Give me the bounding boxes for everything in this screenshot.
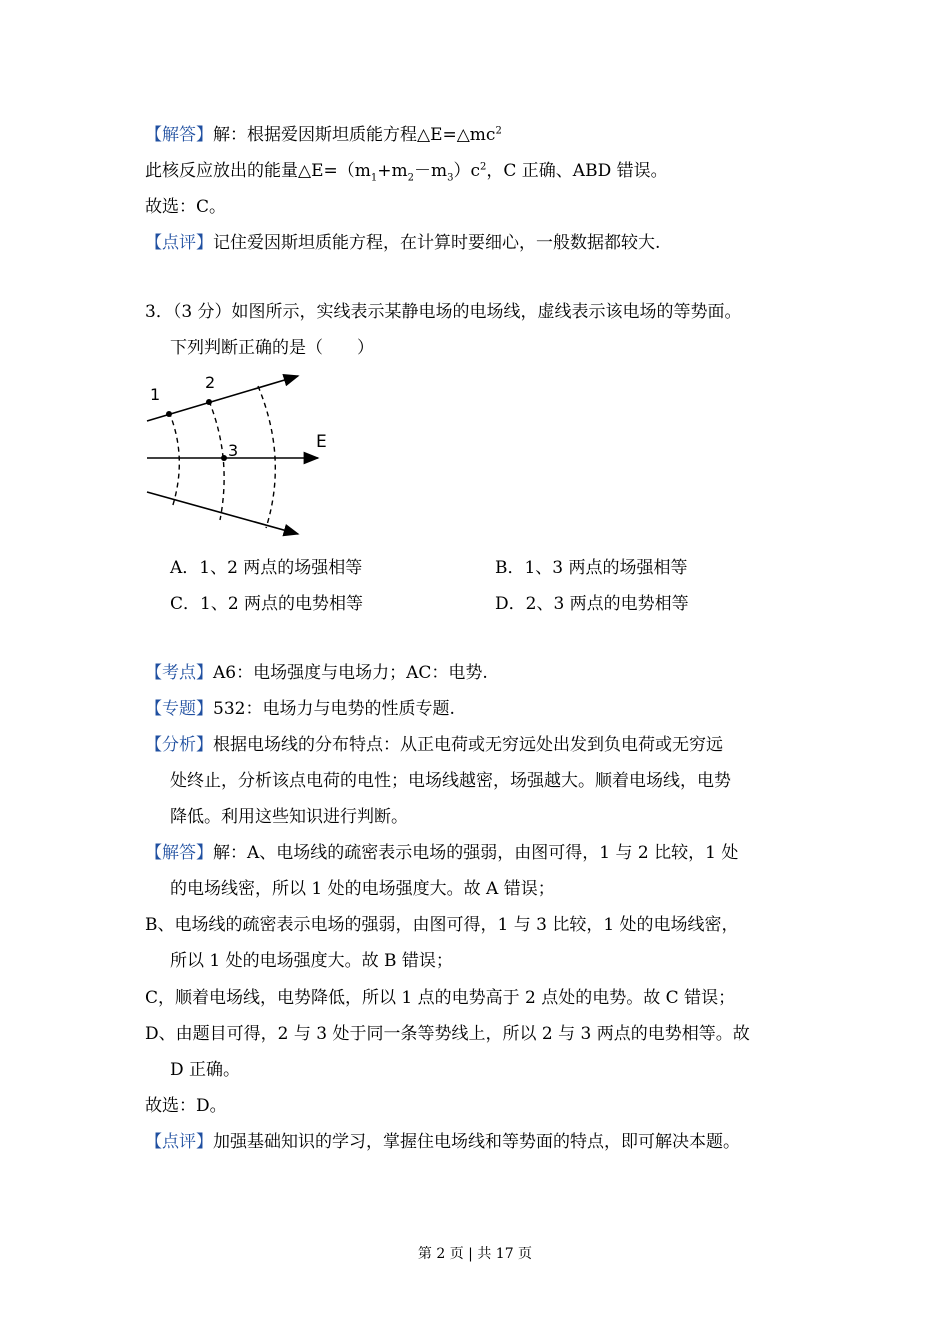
kaodian-line (145, 662, 488, 684)
prev-choose-line: 故选：C。 (145, 197, 227, 217)
option-a: A．1、2 两点的场强相等 (170, 558, 363, 578)
jieda-tag: 【解答】 (145, 843, 213, 863)
label-3: 3 (228, 441, 239, 460)
zhuanti-line (145, 698, 455, 720)
question-line-1: 3．（3 分）如图所示，实线表示某静电场的电场线，虚线表示该电场的等势面。 (145, 302, 742, 322)
energy-text-e: ，C 正确、ABD 错误。 (486, 161, 668, 181)
comment-text: 记住爱因斯坦质能方程，在计算时要细心，一般数据都较大. (213, 233, 661, 253)
kaodian-tag: 【考点】 (145, 663, 213, 683)
energy-sub-3: 3 (447, 172, 454, 184)
answer-sup: 2 (495, 125, 502, 137)
kaodian-text: A6：电场强度与电场力；AC：电势. (213, 663, 488, 683)
electric-field-figure (140, 368, 330, 540)
label-E: E (316, 432, 327, 452)
c-line-1: C，顺着电场线，电势降低，所以 1 点的电势高于 2 点处的电势。故 C 错误； (145, 988, 736, 1008)
fenxi-tag: 【分析】 (145, 735, 213, 755)
option-c: C．1、2 两点的电势相等 (170, 594, 364, 614)
energy-sup: 2 (480, 161, 487, 173)
energy-text-c: －m (413, 161, 448, 181)
comment-tag: 【点评】 (145, 233, 213, 253)
point-1 (166, 411, 172, 417)
energy-text-d: ）c (453, 161, 481, 181)
label-2: 2 (205, 373, 216, 392)
point-3 (221, 455, 227, 461)
comment-tag-2: 【点评】 (145, 1132, 213, 1152)
comment-text-2: 加强基础知识的学习，掌握住电场线和等势面的特点，即可解决本题。 (213, 1132, 740, 1152)
fenxi-line-3: 降低。利用这些知识进行判断。 (170, 807, 408, 827)
prev-answer-line (145, 124, 502, 146)
jieda-line-2: 的电场线密，所以 1 处的电场强度大。故 A 错误； (170, 879, 555, 899)
answer-tag: 【解答】 (145, 125, 213, 145)
fenxi-line-1 (145, 734, 723, 756)
question-line-2: 下列判断正确的是（ ） (170, 338, 374, 358)
answer-text: 解：根据爱因斯坦质能方程△E=△mc (213, 125, 496, 145)
energy-text-a: 此核反应放出的能量△E=（m (145, 161, 371, 181)
equipotential-line-1 (169, 412, 179, 508)
equipotential-line-2 (209, 401, 224, 520)
b-line-2: 所以 1 处的电场强度大。故 B 错误； (170, 951, 453, 971)
option-b: B．1、3 两点的场强相等 (495, 558, 688, 578)
d-line-2: D 正确。 (170, 1060, 241, 1080)
page-footer: 第 2 页 | 共 17 页 (417, 1246, 533, 1262)
comment-line (145, 1131, 740, 1153)
energy-text-b: +m (377, 161, 408, 181)
energy-line (145, 160, 668, 182)
option-d: D．2、3 两点的电势相等 (495, 594, 689, 614)
zhuanti-tag: 【专题】 (145, 699, 213, 719)
fenxi-line-2: 处终止，分析该点电荷的电性；电场线越密，场强越大。顺着电场线，电势 (170, 771, 731, 791)
zhuanti-text: 532：电场力与电势的性质专题. (213, 699, 455, 719)
d-line-1: D、由题目可得，2 与 3 处于同一条等势线上，所以 2 与 3 两点的电势相等。故 (145, 1024, 750, 1044)
point-2 (206, 399, 212, 405)
energy-sub-2: 2 (407, 172, 414, 184)
energy-sub-1: 1 (370, 172, 378, 184)
equipotential-line-3 (258, 386, 275, 528)
b-line-1: B、电场线的疏密表示电场的强弱，由图可得，1 与 3 比较，1 处的电场线密， (145, 915, 739, 935)
label-1: 1 (150, 385, 161, 404)
jieda-line-1 (145, 842, 738, 864)
fenxi-text-1: 根据电场线的分布特点：从正电荷或无穷远处出发到负电荷或无穷远 (213, 735, 723, 755)
jieda-text-1: 解：A、电场线的疏密表示电场的强弱，由图可得，1 与 2 比较，1 处 (213, 843, 739, 863)
choose-line: 故选：D。 (145, 1096, 227, 1116)
prev-comment-line (145, 232, 660, 254)
